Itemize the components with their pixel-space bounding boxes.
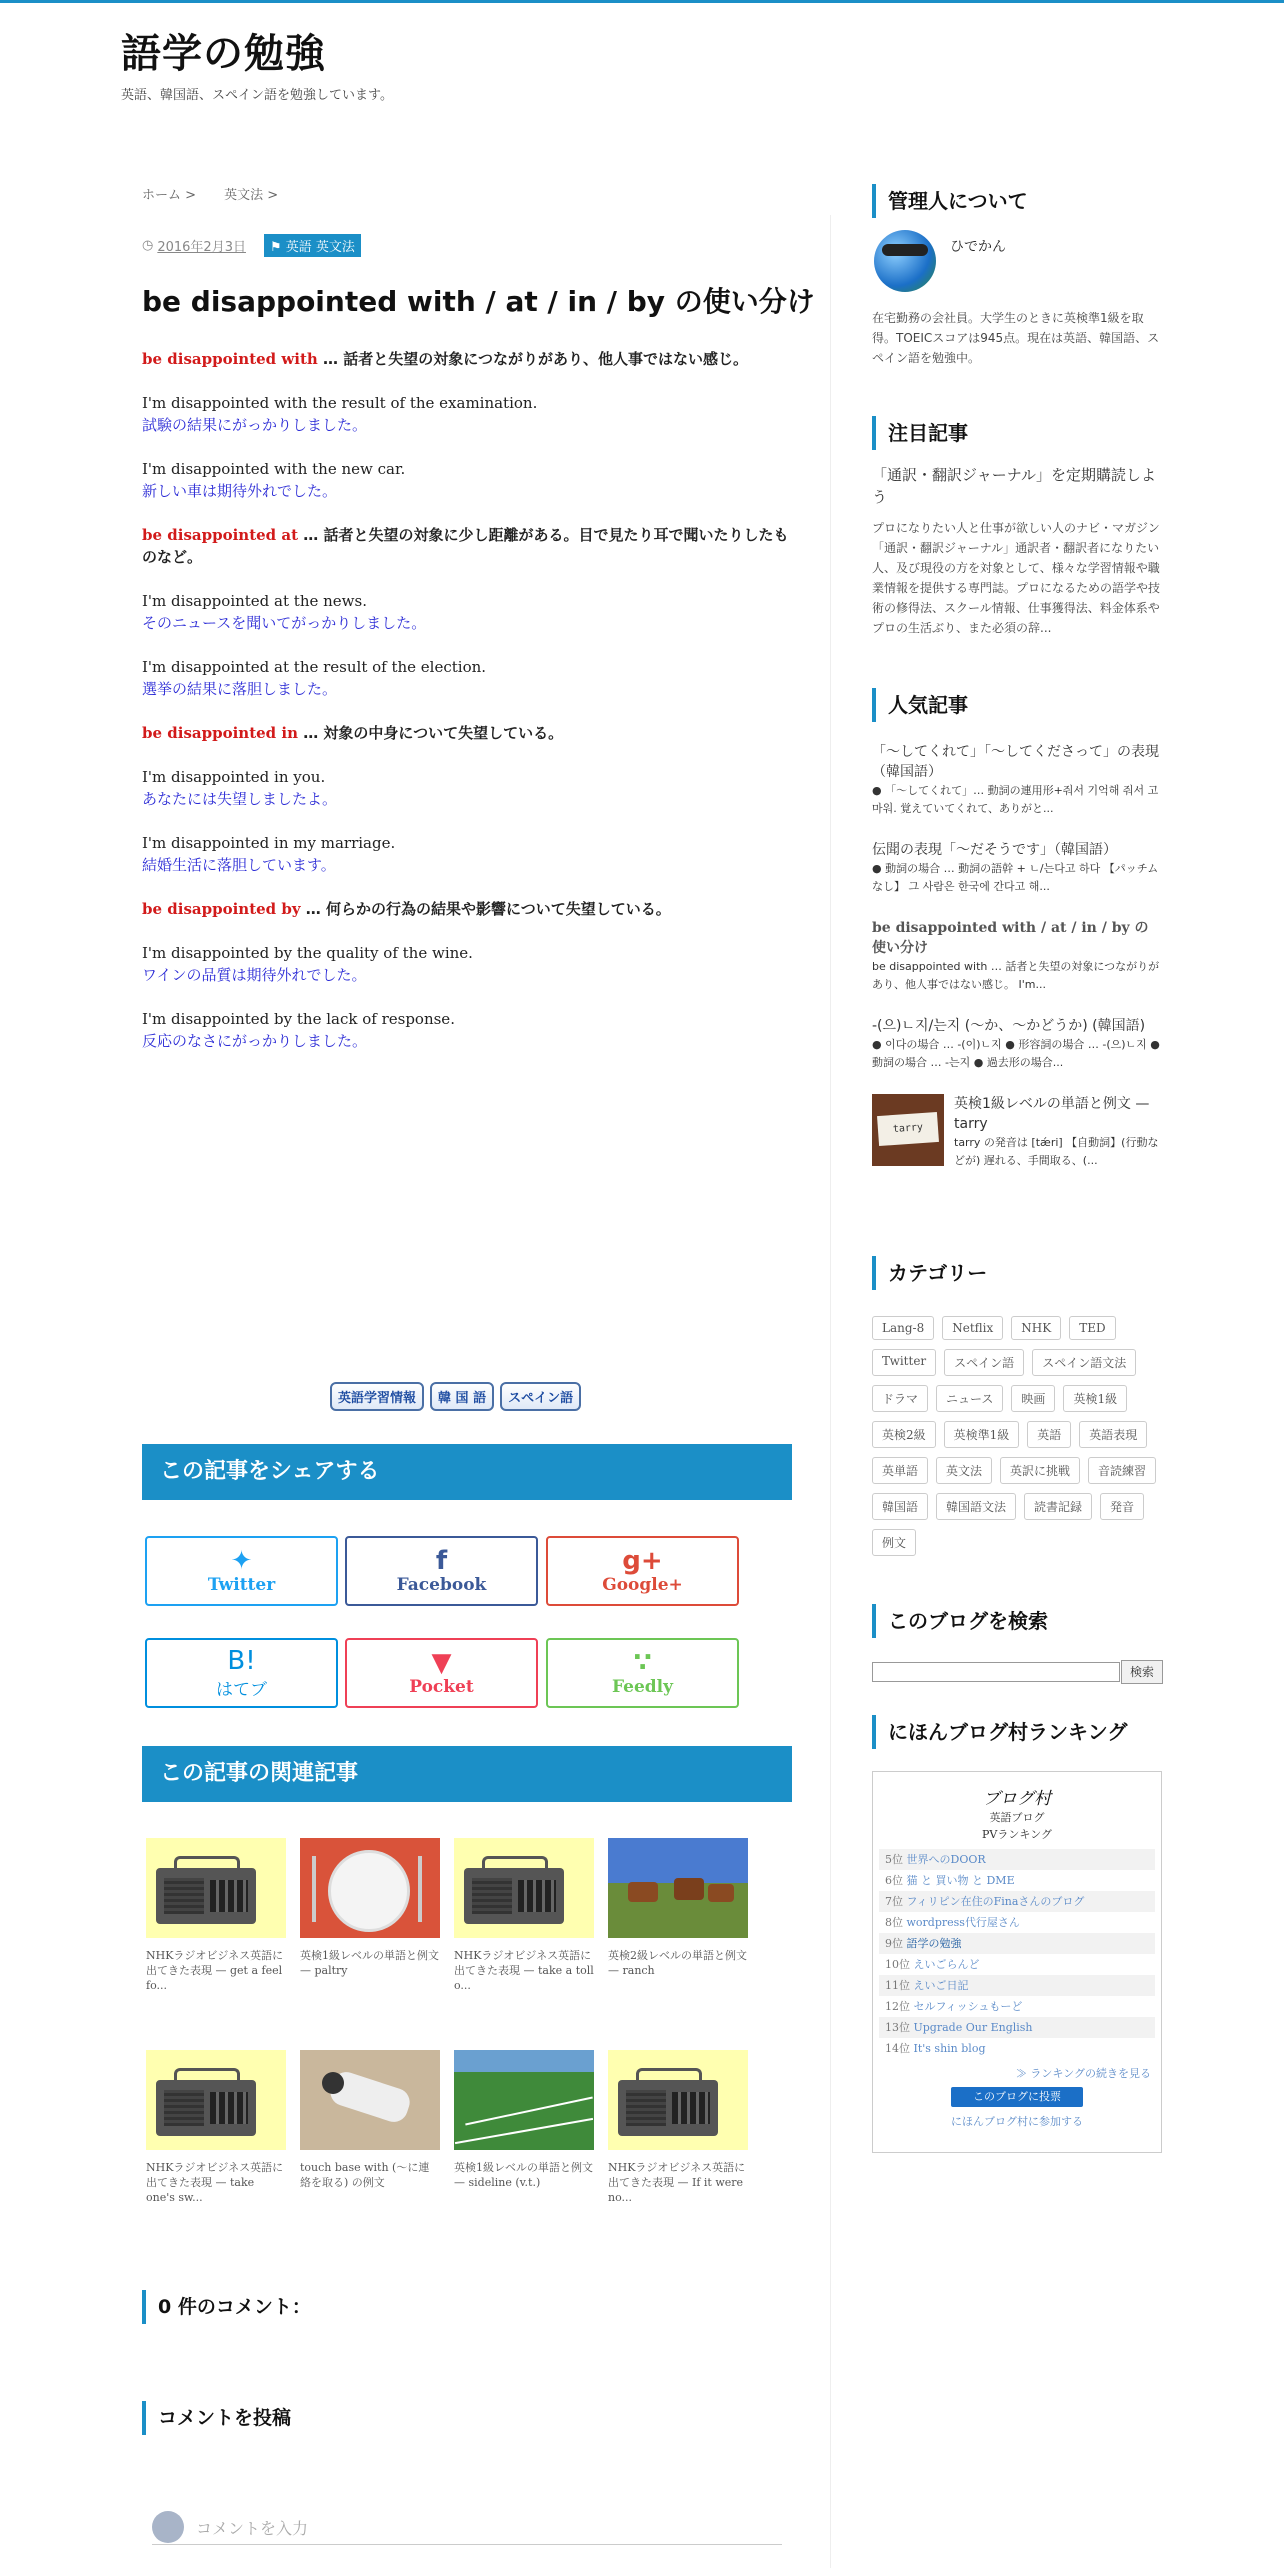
feedly-icon: ∵ (633, 1648, 652, 1678)
example-en: I'm disappointed in you. (142, 768, 326, 786)
category-tag[interactable]: 発音 (1100, 1493, 1144, 1520)
rank-number: 5位 (885, 1853, 903, 1866)
avatar (152, 2511, 184, 2543)
post-tag-badge[interactable]: ⚑ 英語 英文法 (264, 234, 361, 257)
example-ja: 結婚生活に落胆しています。 (142, 856, 336, 874)
baseball-thumbnail (300, 2050, 440, 2150)
breadcrumb-category[interactable]: 英文法 > (224, 188, 279, 203)
related-item[interactable] (454, 1838, 594, 1993)
featured-heading: 注目記事 (872, 416, 1162, 450)
ranking-row (879, 1975, 1155, 1996)
ranking-row (879, 1870, 1155, 1891)
featured-title[interactable]: 「通訳・翻訳ジャーナル」を定期購読しよう (872, 466, 1156, 506)
pocket-label: Pocket (409, 1677, 474, 1697)
site-title[interactable]: 語学の勉強 (121, 31, 326, 77)
related-title[interactable]: NHKラジオビジネス英語に出てきた表現 — If it were no... (608, 2161, 746, 2204)
ranking-category: 英語ブログ (989, 1811, 1045, 1824)
related-title[interactable]: NHKラジオビジネス英語に出てきた表現 — get a feel fo... (146, 1949, 284, 1992)
popular-widget (872, 688, 1162, 1170)
facebook-icon: f (435, 1546, 448, 1576)
hatena-icon: B! (227, 1645, 256, 1676)
example (142, 1008, 792, 1052)
category-tag[interactable]: ニュース (936, 1385, 1003, 1412)
search-widget (872, 1604, 1162, 1638)
ranking-type: PVランキング (981, 1828, 1052, 1841)
rank-number: 8位 (885, 1916, 903, 1929)
category-tag[interactable]: 英検準1級 (944, 1421, 1020, 1448)
hatena-label: はてブ (216, 1679, 267, 1700)
article-body (142, 348, 792, 1074)
english-info-button[interactable]: 英語学習情報 (330, 1382, 424, 1411)
radio-thumbnail (454, 1838, 594, 1938)
radio-thumbnail (146, 2050, 286, 2150)
section-desc: … 対象の中身について失望している。 (297, 724, 564, 742)
popular-title[interactable]: -(으)ㄴ지/는지 (～か、～かどうか) (韓国語) (872, 1018, 1146, 1034)
rank-number: 9位 (885, 1937, 903, 1950)
rank-number: 10位 (885, 1958, 910, 1971)
category-tag[interactable]: 英語 (1027, 1421, 1071, 1448)
rank-blog-link[interactable]: wordpress代行屋さん (906, 1916, 1020, 1929)
category-tag-list (872, 1316, 1172, 1556)
featured-widget (872, 416, 1162, 638)
share-heading: この記事をシェアする (142, 1444, 792, 1500)
blogmura-logo[interactable]: ブログ村 (983, 1789, 1051, 1809)
ranking-row (879, 1954, 1155, 1975)
popular-title[interactable]: be disappointed with / at / in / by の使い分け (872, 920, 1149, 956)
about-heading: 管理人について (872, 184, 1162, 218)
example-ja: あなたには失望しましたよ。 (142, 790, 338, 808)
category-tag[interactable]: 英訳に挑戦 (1000, 1457, 1080, 1484)
category-tag[interactable]: 英文法 (936, 1457, 992, 1484)
rank-number: 12位 (885, 2000, 910, 2013)
post-title: be disappointed with / at / in / by の使い分け (142, 285, 815, 318)
rank-blog-link[interactable]: It's shin blog (913, 2042, 986, 2055)
radio-thumbnail (608, 2050, 748, 2150)
related-title[interactable]: 英検2級レベルの単語と例文 — ranch (608, 1949, 747, 1977)
category-tag[interactable]: スペイン語文法 (1032, 1349, 1136, 1376)
rank-blog-link[interactable]: 猫 と 買い物 と DME (906, 1874, 1015, 1887)
example-en: I'm disappointed by the quality of the wine. (142, 944, 473, 962)
about-text: 在宅勤務の会社員。大学生のときに英検準1級を取得。TOEICスコアは945点。現在は英語、韓国語、スペイン語を勉強中。 (872, 311, 1160, 365)
category-tag[interactable]: ドラマ (872, 1385, 928, 1412)
category-tag[interactable]: Netflix (942, 1316, 1003, 1340)
author-name: ひでかん (950, 239, 1006, 255)
search-input[interactable] (872, 1662, 1120, 1682)
category-tag[interactable]: 英単語 (872, 1457, 928, 1484)
feedly-label: Feedly (612, 1677, 673, 1697)
clock-icon: ◷ (142, 238, 154, 253)
example (142, 942, 792, 986)
related-item[interactable] (300, 2050, 440, 2190)
google-plus-share-button[interactable] (546, 1536, 739, 1606)
example-ja: 反応のなさにがっかりしました。 (142, 1032, 368, 1050)
related-title[interactable]: 英検1級レベルの単語と例文 — paltry (300, 1949, 439, 1977)
post-tags[interactable]: 英語 英文法 (285, 240, 355, 255)
comment-input[interactable]: コメントを入力 (196, 2518, 309, 2538)
category-tag[interactable]: 英語表現 (1079, 1421, 1147, 1448)
popular-item[interactable] (872, 742, 1162, 818)
popular-title[interactable]: 「～してくれて」「～してくださって」の表現（韓国語） (872, 744, 1159, 780)
breadcrumb (142, 184, 302, 203)
featured-text: プロになりたい人と仕事が欲しい人のナビ・マガジン「通訳・翻訳ジャーナル」通訳者・翻訳者になりたい人、及び現役の方を対象として、様々な学習情報や職業情報を提供する専門誌。プロになるための語学や技術の修得法、スクール情報、仕事獲得法、料金体系やプロの生活ぶり、また必須の辞... (872, 521, 1161, 635)
related-item[interactable] (454, 2050, 594, 2190)
pocket-icon: ▼ (431, 1648, 452, 1678)
search-button[interactable]: 検索 (1121, 1660, 1163, 1684)
section-heading (142, 722, 792, 744)
post-meta (142, 234, 361, 257)
section-lead: be disappointed by (142, 900, 301, 918)
section-heading (142, 348, 792, 370)
rank-number: 11位 (885, 1979, 910, 1992)
category-tag[interactable]: 韓国語文法 (936, 1493, 1016, 1520)
related-item[interactable] (300, 1838, 440, 1978)
example-ja: ワインの品質は期待外れでした。 (142, 966, 367, 984)
section-lead: be disappointed with (142, 350, 318, 368)
comment-count-heading: 0 件のコメント： (142, 2290, 311, 2324)
rank-blog-link[interactable]: 世界へのDOOR (906, 1853, 986, 1866)
facebook-share-button[interactable] (345, 1536, 538, 1606)
categories-heading: カテゴリー (872, 1256, 1162, 1290)
example (142, 766, 792, 810)
rank-blog-link[interactable]: フィリピン在住のFinaさんのブログ (906, 1895, 1085, 1908)
twitter-share-button[interactable] (145, 1536, 338, 1606)
rank-blog-link[interactable]: えいご日記 (913, 1979, 969, 1992)
ranking-box (872, 1771, 1162, 2153)
category-tag[interactable]: 例文 (872, 1529, 916, 1556)
popular-title[interactable]: 伝聞の表現「～だそうです」（韓国語） (872, 842, 1117, 858)
ranking-widget (872, 1715, 1162, 1749)
section-desc: … 話者と失望の対象につながりがあり、他人事ではない感じ。 (317, 350, 748, 368)
related-heading: この記事の関連記事 (142, 1746, 792, 1802)
example-en: I'm disappointed with the new car. (142, 460, 406, 478)
ranking-row (879, 2038, 1155, 2059)
category-tag[interactable]: 英検1級 (1063, 1385, 1127, 1412)
popular-title[interactable]: 英検1級レベルの単語と例文 — tarry (954, 1096, 1150, 1132)
example-en: I'm disappointed at the news. (142, 592, 367, 610)
example-ja: そのニュースを聞いてがっかりしました。 (142, 614, 427, 632)
rank-blog-link[interactable]: セルフィッシュもーど (913, 2000, 1023, 2013)
popular-excerpt: ● 이다の場合 … -(이)ㄴ지 ● 形容詞の場合 … -(으)ㄴ지 ● 動詞の場合 … -는지 ● 過去形の場合... (872, 1038, 1160, 1069)
rank-number: 6位 (885, 1874, 903, 1887)
example (142, 392, 792, 436)
ranking-row-current (879, 1933, 1155, 1954)
field-thumbnail (454, 2050, 594, 2150)
example-ja: 新しい車は期待外れでした。 (142, 482, 338, 500)
example-en: I'm disappointed with the result of the examination. (142, 394, 538, 412)
related-title[interactable]: 英検1級レベルの単語と例文 — sideline (v.t.) (454, 2161, 593, 2189)
category-tag[interactable]: 韓国語 (872, 1493, 928, 1520)
example (142, 590, 792, 634)
section-desc: … 話者と失望の対象に少し距離がある。目で見たり耳で聞いたりしたものなど。 (142, 526, 789, 566)
popular-item[interactable] (872, 1094, 1162, 1170)
post-date[interactable]: 2016年2月3日 (157, 240, 246, 255)
related-item[interactable] (608, 1838, 748, 1978)
ranking-heading: にほんブログ村ランキング (872, 1715, 1162, 1749)
category-tag[interactable]: TED (1069, 1316, 1115, 1340)
category-tag[interactable]: 英検2級 (872, 1421, 936, 1448)
column-divider (830, 215, 831, 2568)
join-link[interactable]: にほんブログ村に参加する (951, 2115, 1083, 2128)
category-tag[interactable]: 映画 (1011, 1385, 1055, 1412)
example-en: I'm disappointed by the lack of response. (142, 1010, 455, 1028)
thumbnail-word: tarry (877, 1112, 939, 1146)
ranking-row (879, 1996, 1155, 2017)
section-lead: be disappointed in (142, 724, 298, 742)
example-ja: 選挙の結果に落胆しました。 (142, 680, 338, 698)
ranking-list (873, 1849, 1161, 2059)
comment-input-area[interactable] (152, 2510, 782, 2545)
search-heading: このブログを検索 (872, 1604, 1162, 1638)
avatar (874, 230, 936, 292)
popular-heading: 人気記事 (872, 688, 1162, 722)
rank-blog-link[interactable]: Upgrade Our English (913, 2021, 1033, 2034)
categories-widget (872, 1256, 1162, 1290)
example-en: I'm disappointed at the result of the election. (142, 658, 487, 676)
language-link-buttons (330, 1382, 581, 1411)
rank-blog-link[interactable]: えいごらんど (913, 1958, 980, 1971)
rank-number: 13位 (885, 2021, 910, 2034)
twitter-label: Twitter (207, 1575, 276, 1595)
hatena-share-button[interactable] (145, 1638, 338, 1708)
category-tag[interactable]: NHK (1011, 1316, 1061, 1340)
breadcrumb-home[interactable]: ホーム > (142, 188, 197, 203)
about-widget (872, 184, 1162, 368)
example (142, 832, 792, 876)
category-tag[interactable]: Twitter (872, 1349, 936, 1376)
category-tag[interactable]: Lang-8 (872, 1316, 934, 1340)
popular-excerpt: tarry の発音は [tǽri] 【自動詞】(行動などが) 遅れる、手間取る、(... (954, 1136, 1159, 1167)
category-tag[interactable]: 読書記録 (1024, 1493, 1092, 1520)
section-desc: … 何らかの行為の結果や影響について失望している。 (300, 900, 671, 918)
related-title[interactable]: touch base with (～に連絡を取る) の例文 (300, 2161, 430, 2189)
cattle-thumbnail (608, 1838, 748, 1938)
vote-button[interactable]: このブログに投票 (951, 2087, 1083, 2107)
ranking-row (879, 1849, 1155, 1870)
site-description: 英語、韓国語、スペイン語を勉強しています。 (121, 88, 393, 103)
korean-button[interactable]: 韓 国 語 (430, 1382, 494, 1411)
popular-item[interactable] (872, 1016, 1162, 1072)
category-tag[interactable]: 音読練習 (1088, 1457, 1156, 1484)
plate-thumbnail (300, 1838, 440, 1938)
facebook-label: Facebook (396, 1575, 487, 1595)
rank-number: 14位 (885, 2042, 910, 2055)
rank-blog-link[interactable]: 語学の勉強 (906, 1937, 962, 1950)
section-heading (142, 524, 792, 568)
popular-excerpt: ● 「～してくれて」… 動詞の連用形+줘서 기억해 줘서 고마워. 覚えていてくれて、ありがと... (872, 784, 1159, 815)
google-plus-label: Google+ (602, 1575, 683, 1595)
ranking-row (879, 1912, 1155, 1933)
example (142, 458, 792, 502)
rank-number: 7位 (885, 1895, 903, 1908)
ranking-more-link[interactable]: ≫ ランキングの続きを見る (1015, 2067, 1151, 2080)
section-lead: be disappointed at (142, 526, 299, 544)
popular-item[interactable] (872, 840, 1162, 896)
twitter-icon: ✦ (230, 1546, 253, 1576)
spanish-button[interactable]: スペイン語 (500, 1382, 581, 1411)
related-title[interactable]: NHKラジオビジネス英語に出てきた表現 — take one's sw... (146, 2161, 284, 2204)
related-item[interactable] (608, 2050, 748, 2205)
radio-thumbnail (146, 1838, 286, 1938)
section-heading (142, 898, 792, 920)
pocket-share-button[interactable] (345, 1638, 538, 1708)
ranking-row (879, 1891, 1155, 1912)
popular-excerpt: ● 動詞の場合 … 動詞の語幹 + ㄴ/는다고 하다 【パッチムなし】 그 사람은 한국에 간다고 해... (872, 862, 1159, 893)
post-comment-heading: コメントを投稿 (142, 2401, 291, 2435)
example-ja: 試験の結果にがっかりしました。 (142, 416, 368, 434)
example-en: I'm disappointed in my marriage. (142, 834, 396, 852)
related-title[interactable]: NHKラジオビジネス英語に出てきた表現 — take a toll o... (454, 1949, 594, 1992)
tarry-thumbnail (872, 1094, 944, 1166)
popular-item[interactable] (872, 918, 1162, 994)
feedly-share-button[interactable] (546, 1638, 739, 1708)
top-accent-bar (0, 0, 1284, 3)
related-item[interactable] (146, 1838, 286, 1993)
popular-excerpt: be disappointed with … 話者と失望の対象につながりがあり、他人事ではない感じ。 I'm... (872, 960, 1160, 991)
example (142, 656, 792, 700)
category-tag[interactable]: スペイン語 (944, 1349, 1024, 1376)
related-item[interactable] (146, 2050, 286, 2205)
google-plus-icon: g+ (622, 1546, 663, 1576)
ranking-row (879, 2017, 1155, 2038)
